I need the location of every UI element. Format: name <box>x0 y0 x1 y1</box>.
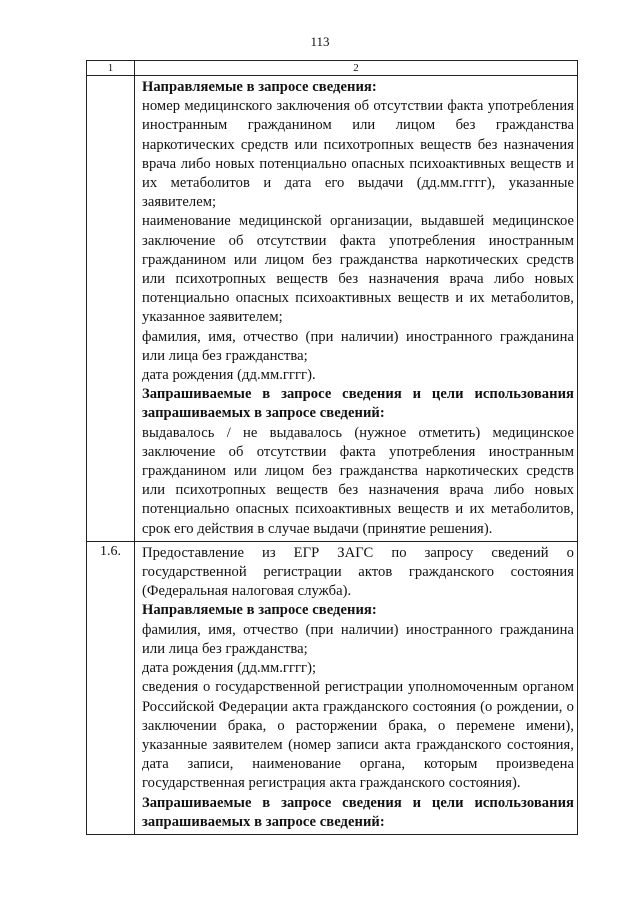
section-heading: Запрашиваемые в запросе сведения и цели использования запрашиваемых в запросе сведений: <box>142 386 574 422</box>
paragraph: дата рождения (дд.мм.гггг); <box>142 660 317 677</box>
column-header-2: 2 <box>135 61 578 76</box>
paragraph: Предоставление из ЕГР ЗАГС по запросу сведений о государственной регистрации актов гражданского состояния (Федеральная налоговая служба). <box>142 544 574 600</box>
row-number <box>87 76 135 542</box>
document-table <box>86 60 578 835</box>
section-heading: Направляемые в запросе сведения: <box>142 79 377 95</box>
row-number: 1.6. <box>87 541 135 834</box>
section-heading: Направляемые в запросе сведения: <box>142 602 377 619</box>
table-row <box>87 76 578 542</box>
paragraph: фамилия, имя, отчество (при наличии) иностранного гражданина или лица без гражданства; <box>142 328 574 364</box>
table-header-row <box>87 61 578 76</box>
paragraph: наименование медицинской организации, выдавшей медицинское заключение об отсутствии факта употребления иностранным гражданином или лицом без гражданства наркотических средств или психотропных веществ без назначения врача либо новых потенциально опасных психоактивных веществ и их метаболитов, указанное заявителем; <box>142 213 574 326</box>
page-number: 113 <box>310 34 330 49</box>
row-content <box>135 76 578 542</box>
table-row <box>87 541 578 834</box>
paragraph: сведения о государственной регистрации уполномоченным органом Российской Федерации акта гражданского состояния (о рождении, о заключении брака, о расторжении брака, о перемене имени), указанные заявителем (номер записи акта гражданского состояния, дата записи, наименование органа, которым произведена государственная регистрация акта гражданского состояния). <box>142 679 574 792</box>
column-header-1: 1 <box>87 61 135 76</box>
paragraph: номер медицинского заключения об отсутствии факта употребления иностранным гражданином или лицом без гражданства наркотических средств или психотропных веществ без назначения врача либо новых потенциально опасных психоактивных веществ и их метаболитов и дата его выдачи (дд.мм.гггг), указанные заявителем; <box>142 98 574 211</box>
paragraph: дата рождения (дд.мм.гггг). <box>142 367 316 384</box>
section-heading: Запрашиваемые в запросе сведения и цели использования запрашиваемых в запросе сведений: <box>142 794 574 830</box>
paragraph: выдавалось / не выдавалось (нужное отметить) медицинское заключение об отсутствии факта употребления иностранным гражданином или лицом без гражданства наркотических средств или психотропных веществ без назначения врача либо новых потенциально опасных психоактивных веществ и их метаболитов, срок его действия в случае выдачи (принятие решения). <box>142 424 574 537</box>
paragraph: фамилия, имя, отчество (при наличии) иностранного гражданина или лица без гражданства; <box>142 621 574 657</box>
row-content <box>135 541 578 834</box>
